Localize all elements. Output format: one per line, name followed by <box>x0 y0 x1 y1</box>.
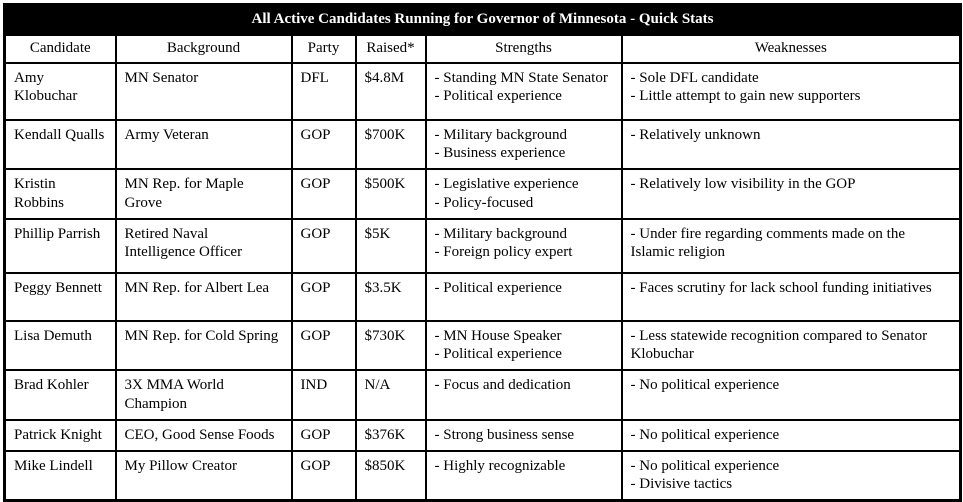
candidate-party: DFL <box>292 63 356 120</box>
candidate-party: GOP <box>292 273 356 321</box>
column-header-candidate: Candidate <box>5 35 116 63</box>
candidate-weaknesses <box>622 169 961 219</box>
bullet-line: - Political experience <box>434 88 562 105</box>
bullet-line: - Faces scrutiny for lack school funding initiatives <box>630 279 932 296</box>
candidate-name: Kristin Robbins <box>5 169 116 219</box>
table-row <box>5 120 961 170</box>
candidate-party: GOP <box>292 420 356 451</box>
bullet-line: - Little attempt to gain new supporters <box>630 88 861 105</box>
bullet-line: - Legislative experience <box>434 176 579 192</box>
column-header-party: Party <box>292 35 356 63</box>
candidate-strengths <box>426 63 622 120</box>
bullet-line: - Under fire regarding comments made on the Islamic religion <box>630 225 905 261</box>
candidate-background: 3X MMA World Champion <box>116 370 292 420</box>
candidate-strengths <box>426 219 622 273</box>
table-row <box>5 420 961 451</box>
candidate-weaknesses <box>622 219 961 273</box>
candidate-strengths <box>426 120 622 170</box>
candidate-name: Peggy Bennett <box>5 273 116 321</box>
column-header-strengths: Strengths <box>426 35 622 63</box>
bullet-line: - Political experience <box>434 346 562 363</box>
candidate-raised: $376K <box>356 420 426 451</box>
candidate-name: Amy Klobuchar <box>5 63 116 120</box>
candidates-table <box>3 3 962 502</box>
column-header-raised: Raised* <box>356 35 426 63</box>
bullet-line: - Highly recognizable <box>434 457 566 474</box>
candidate-party: GOP <box>292 120 356 170</box>
candidate-strengths <box>426 321 622 371</box>
table-row <box>5 63 961 120</box>
candidate-raised: $4.8M <box>356 63 426 120</box>
bullet-line: - MN House Speaker <box>434 327 562 344</box>
candidate-name: Mike Lindell <box>5 451 116 501</box>
bullet-line: - Sole DFL candidate <box>630 69 759 86</box>
candidate-strengths <box>426 169 622 219</box>
bullet-line: - Strong business sense <box>434 426 575 443</box>
column-header-weaknesses: Weaknesses <box>622 35 961 63</box>
candidate-raised: $850K <box>356 451 426 501</box>
candidate-strengths <box>426 420 622 451</box>
table-title-row <box>5 5 961 35</box>
table-row <box>5 451 961 501</box>
bullet-line: - Less statewide recognition compared to Senator Klobuchar <box>630 327 928 363</box>
bullet-line: - Relatively unknown <box>630 126 761 143</box>
bullet-line: - Policy-focused <box>434 194 534 211</box>
candidate-weaknesses <box>622 273 961 321</box>
candidate-raised: $5K <box>356 219 426 273</box>
table-header-row <box>5 35 961 63</box>
bullet-line: - Military background <box>434 126 567 143</box>
candidate-name: Patrick Knight <box>5 420 116 451</box>
candidate-background: MN Rep. for Albert Lea <box>116 273 292 321</box>
candidate-party: IND <box>292 370 356 420</box>
candidate-raised: $3.5K <box>356 273 426 321</box>
column-header-background: Background <box>116 35 292 63</box>
bullet-line: - No political experience <box>630 457 780 474</box>
candidate-party: GOP <box>292 219 356 273</box>
candidate-weaknesses <box>622 451 961 501</box>
candidate-raised: $500K <box>356 169 426 219</box>
bullet-line: - Business experience <box>434 145 566 162</box>
candidate-weaknesses <box>622 63 961 120</box>
table-title: All Active Candidates Running for Governor of Minnesota - Quick Stats <box>5 5 961 35</box>
bullet-line: - Focus and dedication <box>434 377 571 393</box>
table-row <box>5 273 961 321</box>
candidate-background: MN Rep. for Cold Spring <box>116 321 292 371</box>
table-row <box>5 370 961 420</box>
candidate-background: CEO, Good Sense Foods <box>116 420 292 451</box>
candidate-strengths <box>426 273 622 321</box>
candidate-raised: $700K <box>356 120 426 170</box>
bullet-line: - No political experience <box>630 377 780 393</box>
bullet-line: - Divisive tactics <box>630 476 733 493</box>
candidate-strengths <box>426 370 622 420</box>
candidate-party: GOP <box>292 321 356 371</box>
candidate-background: Army Veteran <box>116 120 292 170</box>
candidate-party: GOP <box>292 451 356 501</box>
candidate-background: Retired Naval Intelligence Officer <box>116 219 292 273</box>
candidate-name: Brad Kohler <box>5 370 116 420</box>
candidate-raised: $730K <box>356 321 426 371</box>
candidate-weaknesses <box>622 120 961 170</box>
table-row <box>5 169 961 219</box>
candidate-strengths <box>426 451 622 501</box>
candidate-name: Lisa Demuth <box>5 321 116 371</box>
bullet-line: - Military background <box>434 225 567 242</box>
bullet-line: - Political experience <box>434 279 562 296</box>
candidate-raised: N/A <box>356 370 426 420</box>
candidate-weaknesses <box>622 420 961 451</box>
candidate-background: MN Rep. for Maple Grove <box>116 169 292 219</box>
candidate-party: GOP <box>292 169 356 219</box>
bullet-line: - Relatively low visibility in the GOP <box>630 176 856 192</box>
candidate-background: My Pillow Creator <box>116 451 292 501</box>
candidate-name: Kendall Qualls <box>5 120 116 170</box>
candidate-name: Phillip Parrish <box>5 219 116 273</box>
bullet-line: - Foreign policy expert <box>434 244 573 261</box>
table-row <box>5 321 961 371</box>
bullet-line: - No political experience <box>630 426 780 443</box>
table-row <box>5 219 961 273</box>
candidate-weaknesses <box>622 370 961 420</box>
bullet-line: - Standing MN State Senator <box>434 69 608 86</box>
candidate-weaknesses <box>622 321 961 371</box>
candidate-background: MN Senator <box>116 63 292 120</box>
